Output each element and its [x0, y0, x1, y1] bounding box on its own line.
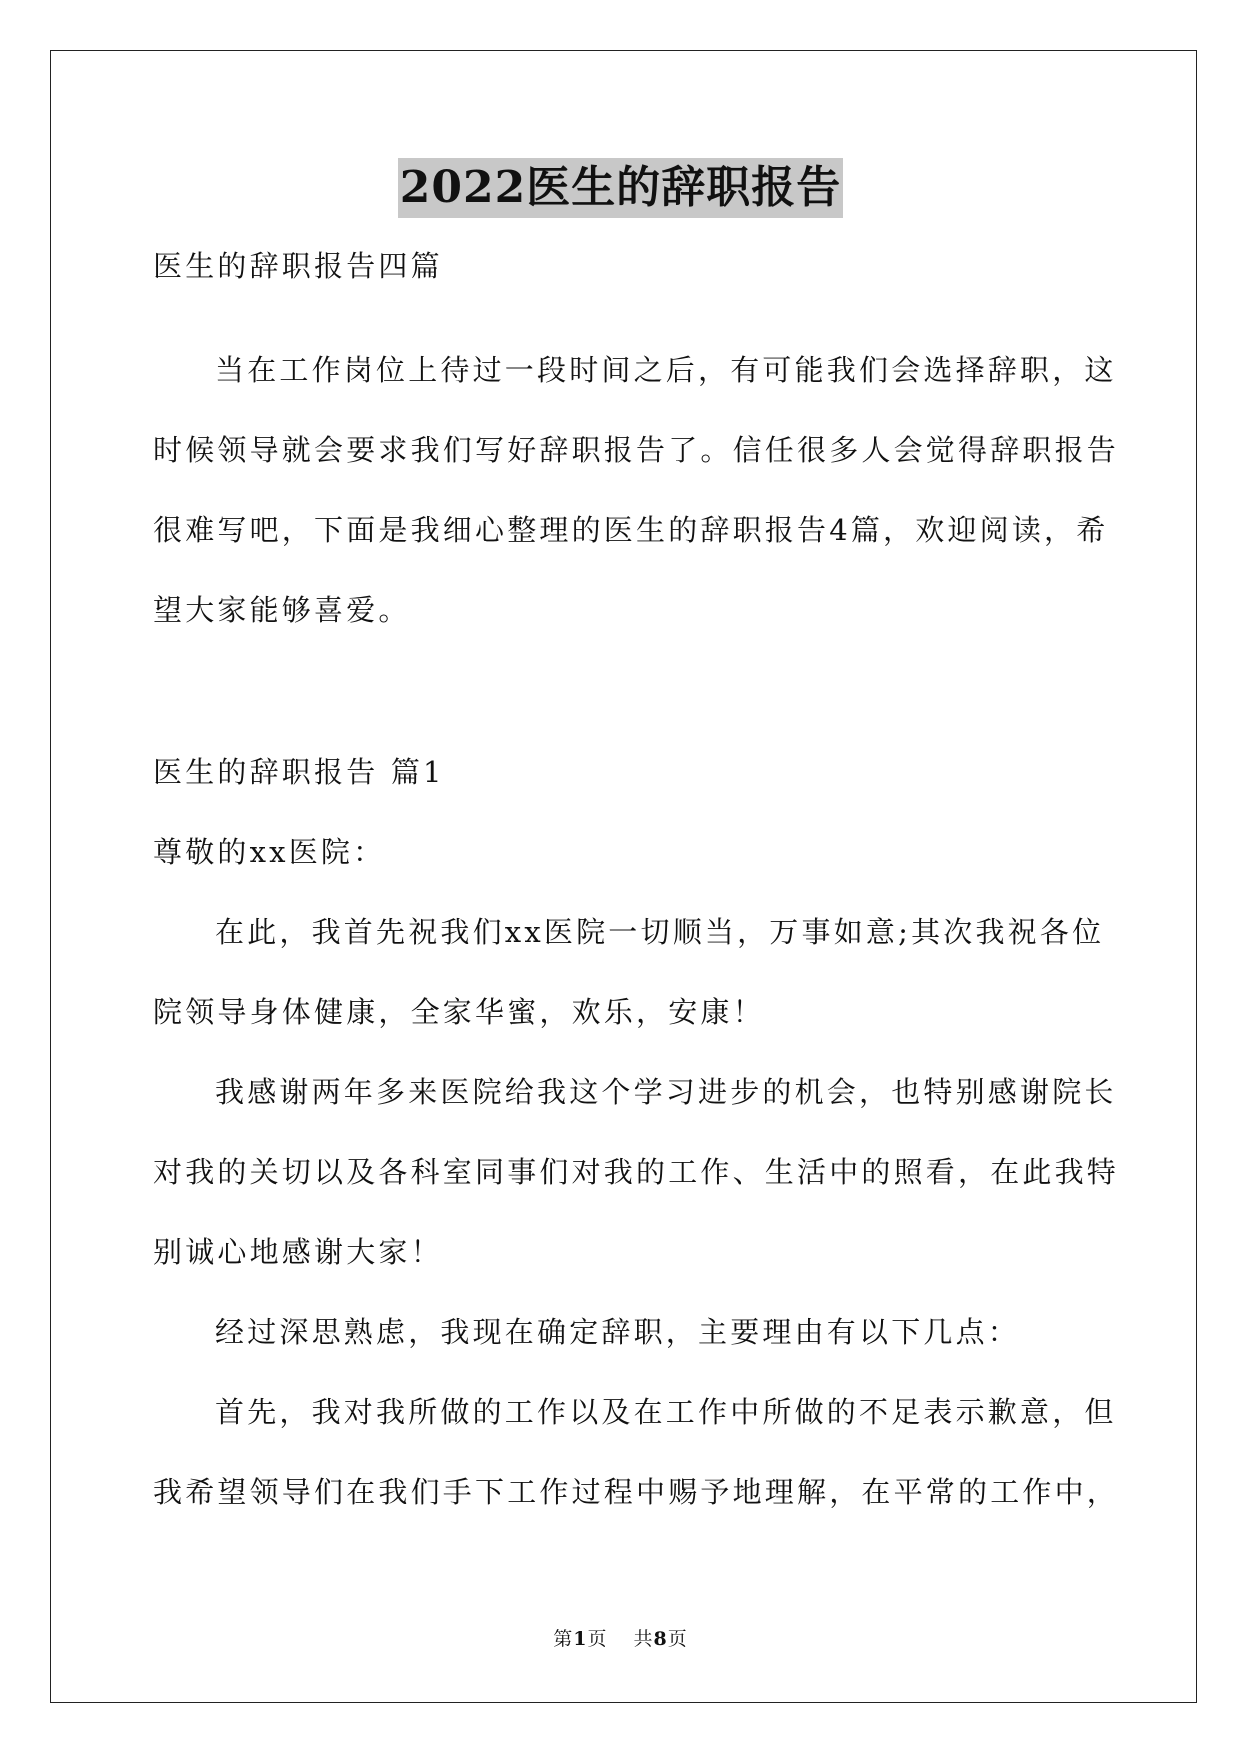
page-footer [0, 1626, 1241, 1652]
footer-page-suffix: 页 [587, 1628, 608, 1650]
section-heading: 医生的辞职报告 篇1 [153, 755, 445, 789]
paragraph-line: 在此，我首先祝我们xx医院一切顺当，万事如意;其次我祝各位 [215, 915, 1105, 949]
paragraph-line: 时候领导就会要求我们写好辞职报告了。信任很多人会觉得辞职报告 [153, 433, 1120, 467]
paragraph-line: 对我的关切以及各科室同事们对我的工作、生活中的照看，在此我特 [153, 1155, 1120, 1189]
footer-prefix: 第 [553, 1628, 574, 1650]
footer-total-suffix: 页 [667, 1628, 688, 1650]
footer-total-prefix: 共 [633, 1628, 654, 1650]
paragraph-line: 很难写吧，下面是我细心整理的医生的辞职报告4篇，欢迎阅读，希 [153, 513, 1109, 547]
paragraph-line: 我感谢两年多来医院给我这个学习进步的机会，也特别感谢院长 [215, 1075, 1117, 1109]
document-title: 2022医生的辞职报告 [398, 158, 843, 218]
paragraph-line: 当在工作岗位上待过一段时间之后，有可能我们会选择辞职，这 [215, 353, 1117, 387]
salutation-line: 尊敬的xx医院： [153, 835, 386, 869]
footer-page-number: 1 [573, 1628, 588, 1650]
paragraph-line: 院领导身体健康，全家华蜜，欢乐，安康！ [153, 995, 765, 1029]
paragraph-line: 首先，我对我所做的工作以及在工作中所做的不足表示歉意，但 [215, 1395, 1117, 1429]
paragraph-line: 望大家能够喜爱。 [153, 593, 411, 627]
paragraph-line: 经过深思熟虑，我现在确定辞职，主要理由有以下几点： [215, 1315, 1021, 1349]
paragraph-line: 别诚心地感谢大家！ [153, 1235, 443, 1269]
subtitle-line: 医生的辞职报告四篇 [153, 249, 443, 283]
paragraph-line: 我希望领导们在我们手下工作过程中赐予地理解，在平常的工作中， [153, 1475, 1120, 1509]
title-container [0, 158, 1241, 218]
footer-total-pages: 8 [653, 1628, 668, 1650]
page-border [50, 50, 1197, 1703]
